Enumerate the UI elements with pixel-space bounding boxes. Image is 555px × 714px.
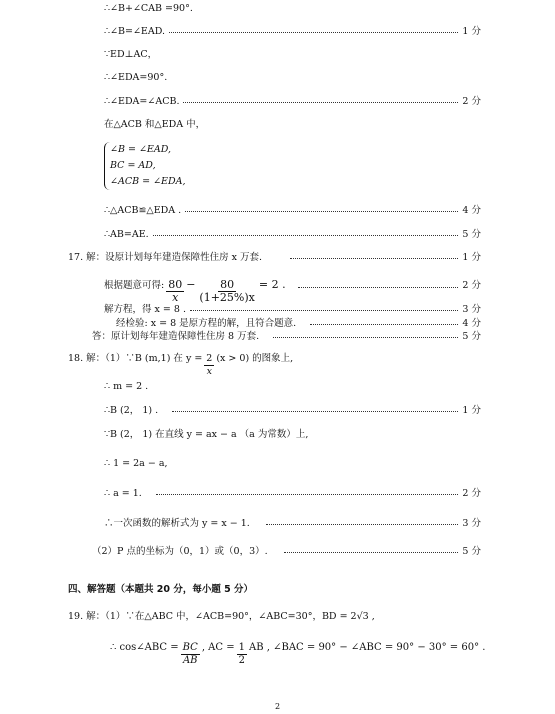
line-angle-b-ead: ∴∠B=∠EAD. 1 分 <box>104 26 481 37</box>
system-row: BC = AD, <box>110 160 156 171</box>
q17-intro: 17. 解：设原计划每年建造保障性住房 x 万套. 1 分 <box>68 252 481 263</box>
q18-function: ∴一次函数的解析式为 y = x − 1. 3 分 <box>104 518 481 529</box>
q18-equation: ∴ 1 = 2a − a, <box>104 458 168 469</box>
score: 1 分 <box>462 252 481 263</box>
fraction-80-over-125x: $\frac{80}{(1+25\%)x}$ <box>199 278 255 304</box>
score: 2 分 <box>462 280 481 291</box>
q19-cos: ∴ cos∠ABC = $\frac{BC}{AB}$ , AC = $\frac{1}{2}$ AB , ∠BAC = 90° − ∠ABC = 90° − 30° = 60° . <box>110 642 486 666</box>
leader-dots <box>172 411 458 412</box>
score: 2 分 <box>462 96 481 107</box>
leader-dots <box>266 524 459 525</box>
q17-solve: 解方程，得 x = 8 . 3 分 <box>104 304 481 315</box>
leader-dots <box>185 211 458 212</box>
q17-answer: 答：原计划每年建造保障性住房 8 万套. 5 分 <box>92 331 481 342</box>
leader-dots <box>153 235 459 236</box>
line-right-angle: ∴∠EDA=90°. <box>104 72 168 83</box>
leader-dots <box>169 32 458 33</box>
fraction-one-half: $\frac{1}{2}$ <box>238 642 245 666</box>
q17-check: 经检验: x = 8 是原方程的解，且符合题意. 4 分 <box>116 318 481 329</box>
leader-dots <box>298 287 459 288</box>
score: 4 分 <box>462 205 481 216</box>
score: 5 分 <box>462 331 481 342</box>
score: 5 分 <box>462 229 481 240</box>
line-angle-eda-acb: ∴∠EDA=∠ACB. 2 分 <box>104 96 481 107</box>
section-heading: 四、解答题（本题共 20 分，每小题 5 分） <box>68 584 254 595</box>
q19-intro: 19. 解：（1）∵在△ABC 中，∠ACB=90°，∠ABC=30°，BD = 2√3 , <box>68 611 375 622</box>
line-ab-ae: ∴AB=AE. 5 分 <box>104 229 481 240</box>
score: 3 分 <box>462 518 481 529</box>
equation-system <box>104 142 185 190</box>
q18-part2: （2）P 点的坐标为（0，1）或（0，3）. 5 分 <box>92 546 481 557</box>
score: 5 分 <box>462 546 481 557</box>
score: 1 分 <box>462 405 481 416</box>
score: 4 分 <box>462 318 481 329</box>
line-angle-sum: ∴∠B+∠CAB =90°. <box>104 3 193 14</box>
q18-point-b: ∴B (2， 1) . 1 分 <box>104 405 481 416</box>
leader-dots <box>284 552 459 553</box>
q18-intro: 18. 解：（1）∵B (m,1) 在 y = $\frac{2}{x}$ (x > 0) 的图象上, <box>68 353 294 377</box>
fraction-80-over-x: $\frac{80}{x}$ <box>168 278 183 304</box>
leader-dots <box>290 258 458 259</box>
fraction-bc-over-ab: $\frac{BC}{AB}$ <box>182 642 198 666</box>
q18-line: ∵B (2， 1) 在直线 y = ax − a （a 为常数）上, <box>104 429 309 440</box>
leader-dots <box>156 494 459 495</box>
leader-dots <box>273 337 458 338</box>
leader-dots <box>183 102 458 103</box>
q18-m-value: ∴ m = 2 . <box>104 381 149 392</box>
line-congruent: ∴△ACB≌△EDA . 4 分 <box>104 205 481 216</box>
system-row: ∠ACB = ∠EDA, <box>110 176 186 187</box>
score: 3 分 <box>462 304 481 315</box>
q17-equation-line: 根据题意可得: $\frac{80}{x}$ − $\frac{80}{(1+25\%)x}$ = 2 . 2 分 <box>104 271 481 304</box>
score: 1 分 <box>462 26 481 37</box>
page-number: 2 <box>274 702 281 711</box>
fraction-2-over-x: $\frac{2}{x}$ <box>206 353 213 377</box>
leader-dots <box>310 324 458 325</box>
system-row: ∠B = ∠EAD, <box>110 144 171 155</box>
leader-dots <box>190 310 458 311</box>
score: 2 分 <box>462 488 481 499</box>
line-in-triangles: 在△ACB 和△EDA 中， <box>104 119 206 130</box>
line-perpendicular: ∵ED⊥AC， <box>104 49 158 60</box>
q18-a-value: ∴ a = 1. 2 分 <box>104 488 481 499</box>
